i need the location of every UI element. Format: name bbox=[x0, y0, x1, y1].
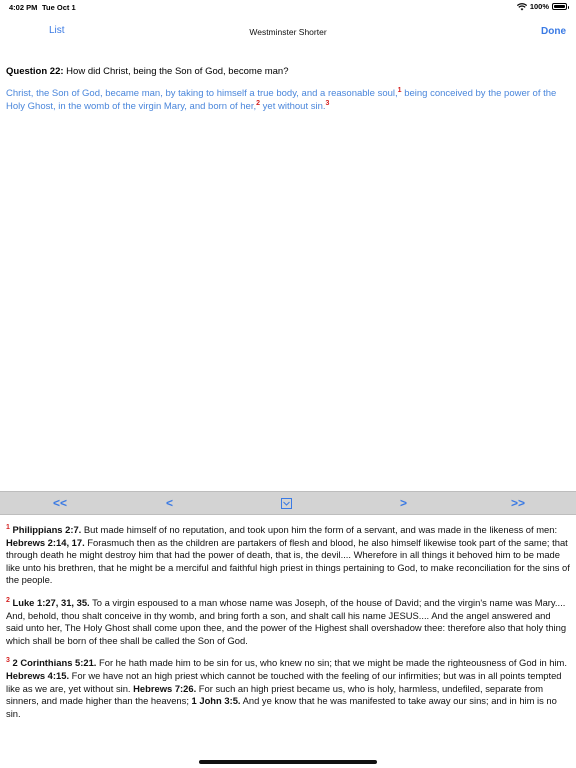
scripture-ref: Philippians 2:7. bbox=[12, 524, 82, 535]
list-button[interactable]: List bbox=[49, 25, 65, 36]
footnote-number: 3 bbox=[6, 657, 10, 665]
answer-part-1: Christ, the Son of God, became man, by taking to himself a true body, and a reasonable soul, bbox=[6, 88, 398, 99]
status-time: 4:02 PM bbox=[9, 3, 38, 12]
footnotes-section bbox=[6, 524, 570, 730]
scripture-text: But made himself of no reputation, and took upon him the form of a servant, and was made in the likeness of men: bbox=[81, 524, 558, 535]
footnote-number: 1 bbox=[6, 523, 10, 531]
next-question-button[interactable]: > bbox=[400, 496, 408, 510]
footnote-marker-3[interactable]: 3 bbox=[325, 99, 330, 107]
answer-part-3: yet without sin. bbox=[260, 101, 326, 112]
question-label: Question 22: bbox=[6, 66, 64, 77]
scripture-ref: Luke 1:27, 31, 35. bbox=[12, 596, 90, 608]
battery-icon bbox=[552, 3, 567, 10]
scripture-ref: Hebrews 4:15. bbox=[6, 669, 70, 681]
first-question-button[interactable]: << bbox=[53, 496, 68, 510]
nav-title: Westminster Shorter bbox=[249, 27, 327, 37]
scripture-ref: 2 Corinthians 5:21. bbox=[12, 657, 97, 669]
last-question-button[interactable]: >> bbox=[511, 496, 526, 510]
status-date: Tue Oct 1 bbox=[42, 3, 76, 12]
footnote-number: 2 bbox=[6, 596, 10, 604]
scripture-text: And ye know that he was manifested to take away our sins; and in him is no sin. bbox=[6, 695, 557, 719]
battery-percent: 100% bbox=[529, 2, 549, 11]
status-bar bbox=[0, 0, 576, 14]
footnote-2 bbox=[6, 597, 570, 647]
previous-question-button[interactable]: < bbox=[166, 496, 174, 510]
footnote-marker-2[interactable]: 2 bbox=[256, 99, 261, 107]
scripture-ref: 1 John 3:5. bbox=[191, 695, 241, 707]
footnote-marker-1[interactable]: 1 bbox=[397, 86, 402, 94]
scripture-ref: Hebrews 7:26. bbox=[133, 682, 197, 694]
wifi-icon bbox=[517, 3, 527, 11]
scripture-text: For we have not an high priest which cannot be touched with the feeling of our infirmities; but was in all points tempted like as we are, yet without sin. bbox=[6, 669, 562, 694]
scripture-ref: Hebrews 2:14, 17. bbox=[6, 536, 85, 548]
answer-part-2: being conceived by the power of the Holy Ghost, in the womb of the virgin Mary, and born of her, bbox=[6, 88, 557, 112]
chevron-down-box-icon[interactable] bbox=[281, 498, 292, 509]
done-button[interactable]: Done bbox=[541, 26, 566, 37]
scripture-text: Forasmuch then as the children are partakers of flesh and blood, he also himself likewise took part of the same; that through death he might destroy him that had the power of death, that is, the devil.... Wherefore in all things it behoved him to be made like unto his brethren, that he might be a merciful and faithful high priest in things pertaining to God, to make reconciliation for the sins of the people. bbox=[6, 536, 570, 586]
footnote-1 bbox=[6, 524, 570, 587]
scripture-text: To a virgin espoused to a man whose name was Joseph, of the house of David; and the virgin's name was Mary.... And, behold, thou shalt conceive in thy womb, and bring forth a son, and shalt call his name JESUS.... And the angel answered and said unto her, The Holy Ghost shall come upon thee, and the power of the Highest shall overshadow thee: therefore also that holy thing which shall be born of thee shall be called the Son of God. bbox=[6, 596, 567, 646]
answer-text bbox=[6, 87, 570, 113]
scripture-text: For he hath made him to be sin for us, who knew no sin; that we might be made the righteousness of God in him. bbox=[96, 657, 567, 669]
status-right bbox=[517, 2, 567, 11]
question-body: How did Christ, being the Son of God, become man? bbox=[63, 66, 289, 77]
navigation-bar bbox=[0, 14, 576, 50]
navigation-toolbar bbox=[0, 491, 576, 515]
scripture-text: For such an high priest became us, who is holy, harmless, undefiled, separate from sinners, and made higher than the heavens; bbox=[6, 682, 544, 707]
footnote-3 bbox=[6, 657, 570, 720]
home-indicator[interactable] bbox=[199, 760, 377, 764]
question-text bbox=[6, 66, 570, 77]
